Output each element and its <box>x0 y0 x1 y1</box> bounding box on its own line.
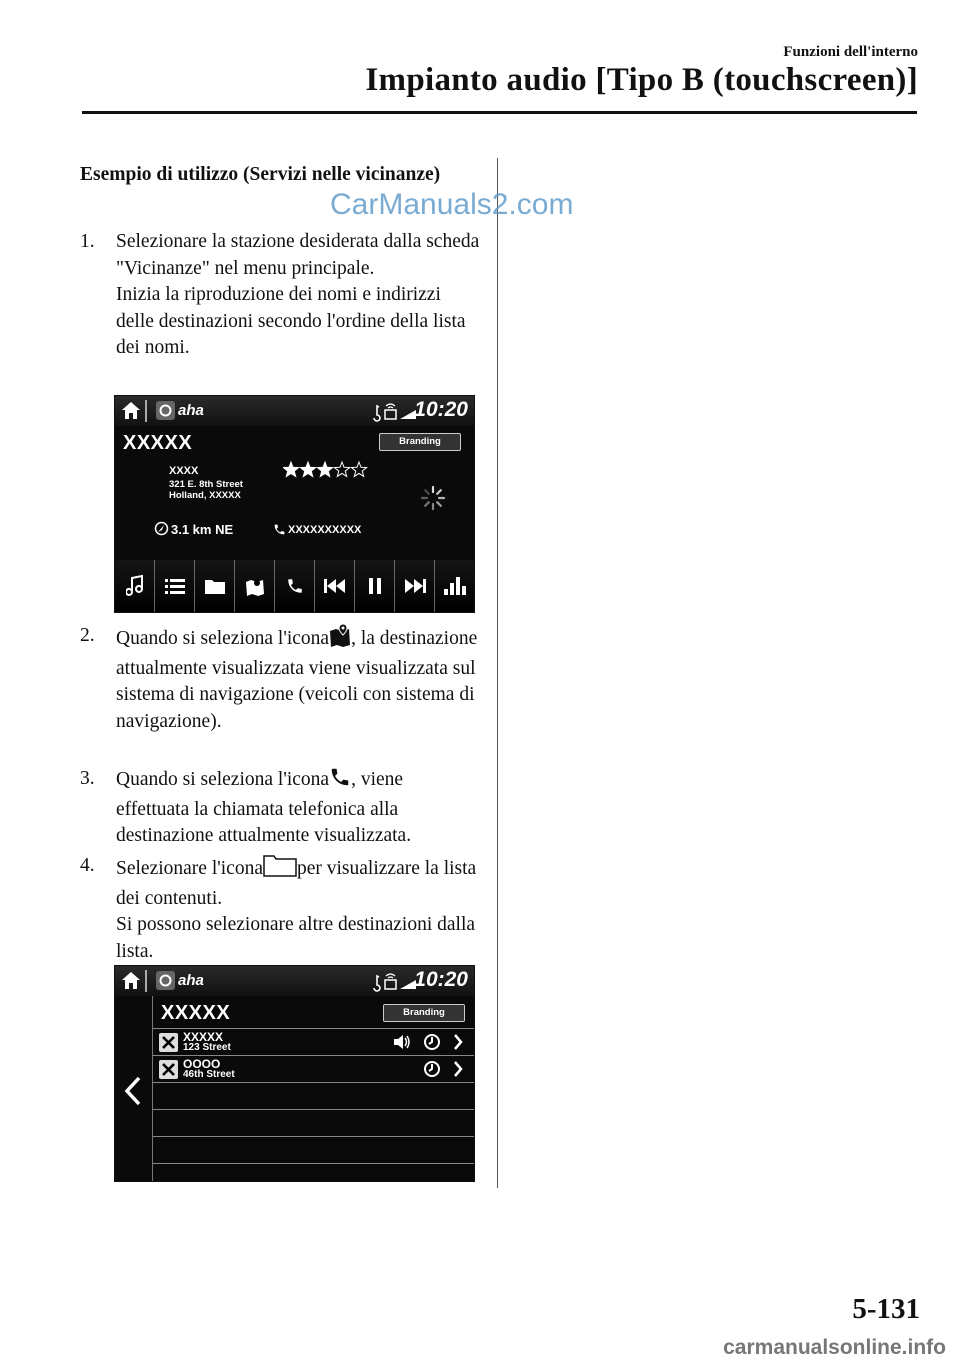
loading-spinner-icon <box>419 484 447 517</box>
next-icon[interactable] <box>395 560 435 612</box>
pause-icon[interactable] <box>355 560 395 612</box>
list-icon[interactable] <box>155 560 195 612</box>
step-3 <box>80 766 480 850</box>
step-text-after: , viene effettuata la chiamata telefonica alla destinazione attualmente visualizzata. <box>116 769 412 846</box>
chevron-right-icon[interactable] <box>453 1033 463 1056</box>
star-filled-icon <box>283 462 298 476</box>
step-text-before: Quando si seleziona l'icona <box>116 769 330 790</box>
screen-destination-list <box>114 965 475 1182</box>
separator <box>145 400 147 422</box>
aha-app-icon <box>156 971 175 990</box>
watermark: CarManuals2.com <box>330 188 574 221</box>
list-item-empty[interactable] <box>153 1137 474 1164</box>
music-icon[interactable] <box>115 560 155 612</box>
separator <box>145 970 147 992</box>
step-text <box>116 853 480 912</box>
list-item[interactable] <box>153 1056 474 1083</box>
site-watermark: carmanualsonline.info <box>723 1336 946 1359</box>
app-name: aha <box>178 402 204 419</box>
step-text-2: Si possono selezionare altre destinazioni dalla lista. <box>116 914 476 962</box>
phone-icon <box>329 766 351 797</box>
location-icon <box>154 521 169 541</box>
star-filled-icon <box>317 462 332 476</box>
destination-address-line1: 321 E. 8th Street <box>169 479 243 490</box>
step-text-before: Selezionare l'icona <box>116 858 263 879</box>
destination-list <box>152 996 474 1181</box>
step-2 <box>80 623 480 735</box>
step-1 <box>80 229 480 362</box>
map-icon <box>329 623 351 656</box>
step-number: 4. <box>80 855 95 876</box>
chevron-right-icon[interactable] <box>453 1060 463 1083</box>
previous-icon[interactable] <box>315 560 355 612</box>
step-number: 3. <box>80 768 95 789</box>
phone-number: XXXXXXXXXX <box>288 524 362 536</box>
map-icon[interactable] <box>235 560 275 612</box>
status-icons <box>370 972 420 997</box>
clock: 10:20 <box>414 398 468 421</box>
list-item-empty[interactable] <box>153 1083 474 1110</box>
station-title: XXXXX <box>123 432 193 454</box>
home-icon[interactable] <box>121 971 141 995</box>
branding-badge: Branding <box>383 1004 465 1022</box>
clock: 10:20 <box>414 968 468 991</box>
folder-icon[interactable] <box>195 560 235 612</box>
list-item-empty[interactable] <box>153 1110 474 1137</box>
step-number: 2. <box>80 625 95 646</box>
status-bar <box>115 396 474 426</box>
screen-nearby-detail <box>114 395 475 613</box>
list-item-street: 123 Street <box>183 1042 231 1053</box>
phone-small-icon <box>273 523 286 541</box>
timer-icon <box>423 1060 441 1083</box>
app-name: aha <box>178 972 204 989</box>
distance-readout: 3.1 km NE <box>171 522 234 537</box>
close-icon[interactable] <box>159 1060 178 1079</box>
star-empty-icon <box>334 462 349 476</box>
step-text-after: , la destinazione attualmente visualizzata viene visualizzata sul sistema di navigazione (veicoli con sistema di navigazione). <box>116 628 478 732</box>
step-text-2: Inizia la riproduzione dei nomi e indirizzi delle destinazioni secondo l'ordine della lista dei nomi. <box>116 284 466 358</box>
speaker-icon <box>393 1033 411 1056</box>
step-text-after: per visualizzare la lista dei contenuti. <box>116 858 477 909</box>
list-item-street: 46th Street <box>183 1069 235 1080</box>
destination-name: XXXX <box>169 465 199 477</box>
step-text: Selezionare la stazione desiderata dalla scheda "Vicinanze" nel menu principale. <box>116 231 480 279</box>
step-4 <box>80 853 480 965</box>
list-item[interactable] <box>153 1029 474 1056</box>
list-item-name: XXXXX <box>183 1030 224 1044</box>
status-bar <box>115 966 474 996</box>
step-text <box>116 623 480 735</box>
folder-icon <box>263 853 297 886</box>
station-title: XXXXX <box>161 1002 231 1024</box>
page-number: 5-131 <box>852 1293 920 1325</box>
back-chevron-icon[interactable] <box>123 1076 143 1111</box>
rating-stars <box>283 460 369 485</box>
section-label: Funzioni dell'interno <box>783 44 918 60</box>
toolbar <box>115 560 474 612</box>
timer-icon <box>423 1033 441 1056</box>
header-rule <box>82 111 917 114</box>
page-title: Impianto audio [Tipo B (touchscreen)] <box>365 62 918 98</box>
branding-badge: Branding <box>379 433 461 451</box>
destination-address-line2: Holland, XXXXX <box>169 490 241 501</box>
list-item-empty[interactable] <box>153 1164 474 1182</box>
home-icon[interactable] <box>121 401 141 425</box>
step-text <box>116 766 480 850</box>
step-text-before: Quando si seleziona l'icona <box>116 628 330 649</box>
equalizer-icon[interactable] <box>435 560 474 612</box>
phone-icon[interactable] <box>275 560 315 612</box>
star-filled-icon <box>300 462 315 476</box>
step-number: 1. <box>80 231 95 252</box>
close-icon[interactable] <box>159 1033 178 1052</box>
status-icons <box>370 402 420 427</box>
list-item-name: OOOO <box>183 1057 221 1071</box>
aha-app-icon <box>156 401 175 420</box>
section-heading: Esempio di utilizzo (Servizi nelle vicinanze) <box>80 164 441 185</box>
column-divider <box>497 158 498 1188</box>
star-empty-icon <box>351 462 366 476</box>
